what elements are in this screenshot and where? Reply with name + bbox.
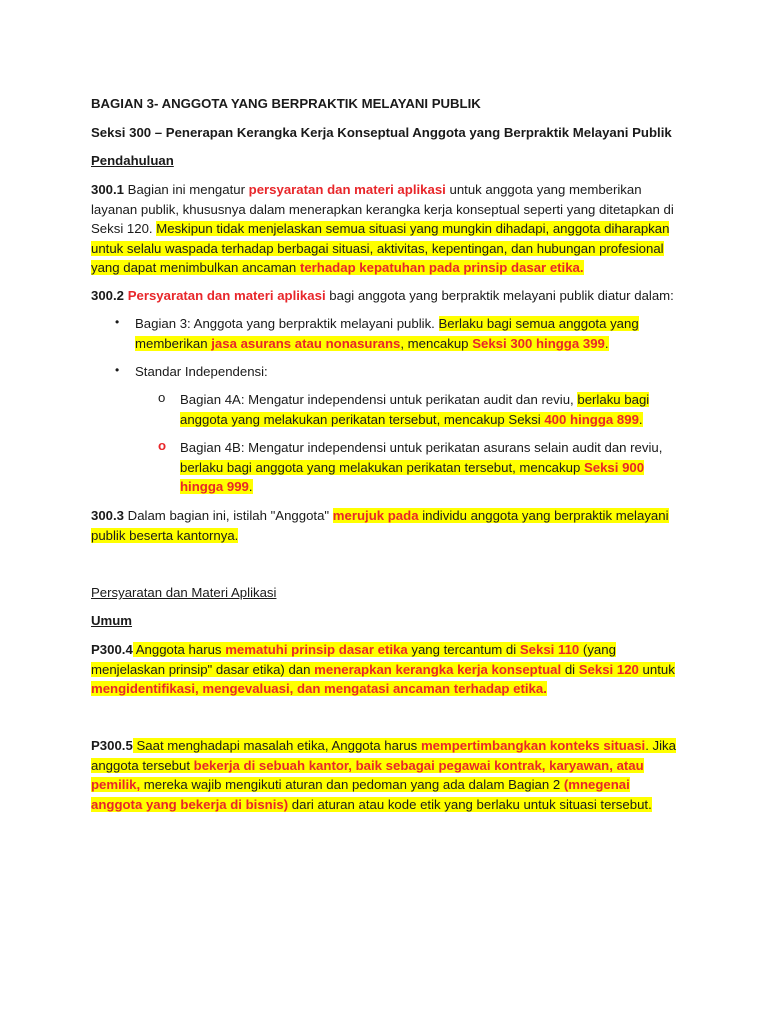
text: untuk anggota yang memberikan layanan publik, khususnya dalam menerapkan kerangka kerja konseptual seperti yang ditetapkan di Seksi 120. (91, 182, 674, 236)
highlighted-text: . Jika anggota tersebut (91, 738, 676, 773)
highlighted-text: . (248, 479, 253, 494)
highlighted-text: mereka wajib mengikuti aturan dan pedoman yang ada dalam Bagian 2 (140, 777, 564, 792)
text: bagi anggota yang berpraktik melayani publik diatur dalam: (325, 288, 674, 303)
paragraph-number: P300.5 (91, 738, 133, 753)
highlighted-text: individu anggota yang berpraktik melayani publik beserta kantornya. (91, 508, 669, 543)
highlighted-text: di (561, 661, 579, 677)
paragraph-p300-4 (91, 640, 681, 699)
text: Bagian 4B: Mengatur independensi untuk perikatan asurans selain audit dan reviu, (180, 440, 663, 455)
highlighted-emphasis-text: Seksi 300 hingga 399 (472, 335, 605, 351)
highlighted-text: Meskipun tidak menjelaskan semua situasi yang mungkin dihadapi, anggota diharapkan untuk selalu waspada terhadap berbagai situasi, aktivitas, kepentingan, dan hubungan profesional yang dapat menimbulkan ancaman (91, 221, 670, 275)
bullet-item-standar: Standar Independensi: (135, 364, 268, 379)
highlighted-text: Anggota harus (132, 642, 226, 657)
text: Bagian 3: Anggota yang berpraktik melayani publik. (135, 316, 439, 331)
requirements-heading: Persyaratan dan Materi Aplikasi (91, 585, 277, 600)
bullet-item-bagian-3 (135, 314, 655, 353)
paragraph-300-3 (91, 506, 681, 545)
paragraph-number: 300.3 (91, 508, 125, 523)
paragraph-300-2 (91, 286, 681, 306)
intro-heading: Pendahuluan (91, 153, 174, 168)
highlighted-text: berlaku bagi anggota yang melakukan perikatan tersebut, mencakup (180, 459, 584, 475)
highlighted-emphasis-text: mempertimbangkan konteks situasi (420, 738, 646, 753)
highlighted-text: berlaku bagi anggota yang melakukan perikatan tersebut, mencakup Seksi (180, 392, 650, 427)
paragraph-number: 300.2 (91, 288, 125, 303)
highlighted-emphasis-text: mengidentifikasi, mengevaluasi, dan mengatasi ancaman terhadap etika. (91, 681, 547, 696)
highlighted-emphasis-text: Seksi 110 (519, 642, 580, 657)
bullet-marker: • (115, 363, 120, 377)
emphasis-text: persyaratan dan materi aplikasi (248, 182, 446, 197)
paragraph-p300-5 (91, 736, 681, 814)
highlighted-text: , mencakup (400, 335, 473, 351)
document-title: BAGIAN 3- ANGGOTA YANG BERPRAKTIK MELAYANI PUBLIK (91, 96, 481, 111)
highlighted-text: untuk (638, 661, 675, 677)
highlighted-emphasis-text: menerapkan kerangka kerja konseptual (314, 661, 562, 677)
highlighted-emphasis-text: terhadap kepatuhan pada prinsip dasar etika. (299, 260, 584, 275)
text: Bagian 4A: Mengatur independensi untuk perikatan audit dan reviu, (180, 392, 578, 407)
emphasis-text: Persyaratan dan materi aplikasi (127, 288, 326, 303)
sub-bullet-marker: o (158, 438, 167, 453)
highlighted-text: . (604, 335, 609, 351)
highlighted-text: Berlaku bagi semua anggota yang memberikan (135, 316, 639, 351)
highlighted-emphasis-text: (mnegenai anggota yang bekerja di bisnis) (91, 777, 630, 812)
highlighted-emphasis-text: 400 hingga 899 (544, 411, 639, 427)
text: Dalam bagian ini, istilah "Anggota" (124, 508, 333, 523)
highlighted-text: . (638, 411, 643, 427)
highlighted-emphasis-text: merujuk pada (332, 508, 419, 523)
paragraph-number: P300.4 (91, 642, 133, 657)
section-title: Seksi 300 – Penerapan Kerangka Kerja Konseptual Anggota yang Berpraktik Melayani Publik (91, 125, 672, 140)
text: Bagian ini mengatur (124, 182, 249, 197)
highlighted-emphasis-text: jasa asurans atau nonasurans (211, 335, 401, 351)
highlighted-text: (yang menjelaskan prinsip" dasar etika) dan (91, 642, 616, 677)
highlighted-emphasis-text: Seksi 120 (578, 661, 639, 677)
bullet-marker: • (115, 315, 120, 329)
highlighted-text: dari aturan atau kode etik yang berlaku untuk situasi tersebut. (288, 796, 652, 812)
paragraph-300-1 (91, 180, 681, 278)
paragraph-number: 300.1 (91, 182, 125, 197)
sub-item-bagian-4a (180, 390, 670, 429)
sub-item-bagian-4b (180, 438, 670, 497)
sub-bullet-marker: o (158, 390, 166, 405)
highlighted-emphasis-text: bekerja di sebuah kantor, baik sebagai pegawai kontrak, karyawan, atau pemilik, (91, 757, 644, 792)
general-heading: Umum (91, 613, 133, 628)
highlighted-text: Saat menghadapi masalah etika, Anggota harus (132, 738, 421, 753)
highlighted-text: yang tercantum di (407, 642, 520, 657)
highlighted-emphasis-text: Seksi 900 hingga 999 (180, 459, 645, 494)
highlighted-emphasis-text: mematuhi prinsip dasar etika (225, 642, 408, 657)
